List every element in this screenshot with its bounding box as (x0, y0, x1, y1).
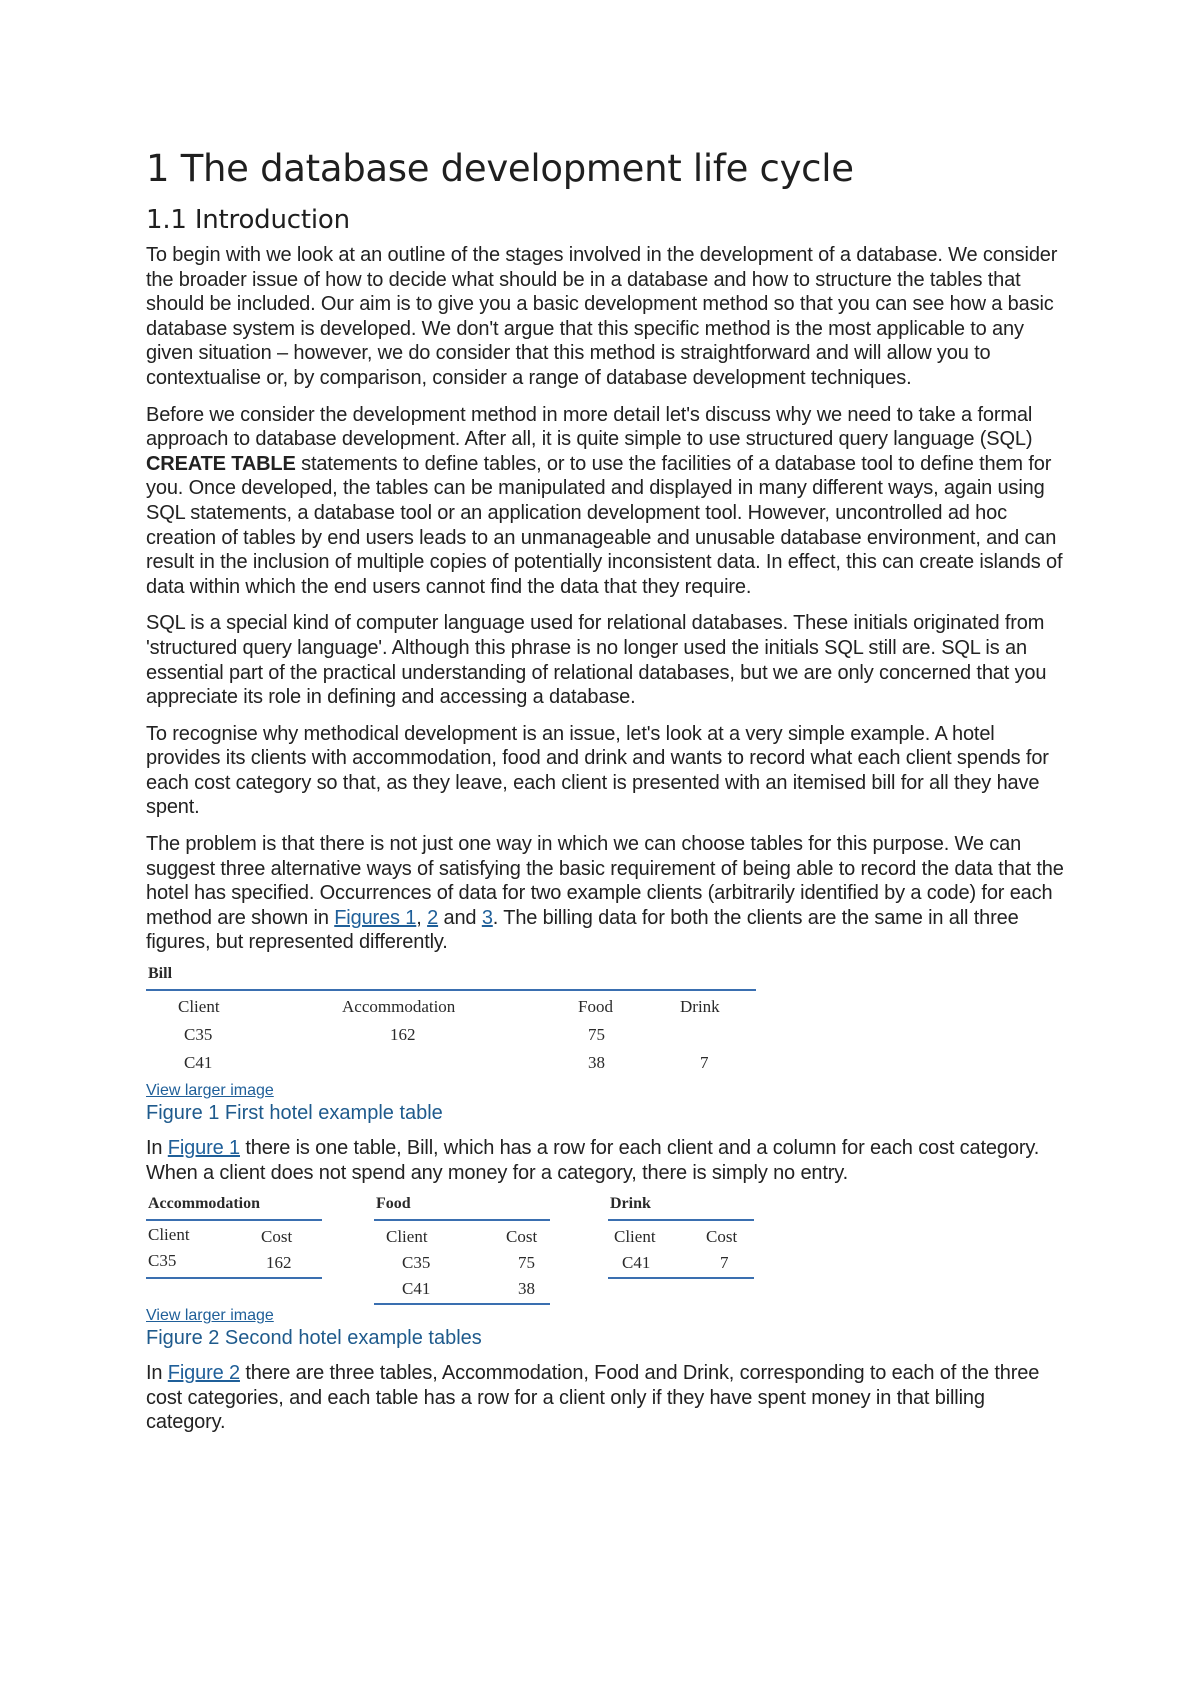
drink-cell: 7 (720, 1253, 729, 1273)
paragraph-hotel-example: To recognise why methodical development is an issue, let's look at a very simple example. A hotel provides its clients with accommodation, food and drink and wants to record what each client spends for each cost category so that, as they leave, each client is presented with an itemised bill for all they have spent. (146, 722, 1049, 819)
bill-cell: C41 (184, 1053, 213, 1073)
figure-2-caption: Figure 2 Second hotel example tables (146, 1327, 482, 1350)
food-table-title: Food (376, 1195, 411, 1213)
figure-1 (146, 965, 1066, 1126)
table-rule (146, 1277, 322, 1279)
drink-header-client: Client (614, 1227, 656, 1247)
drink-header-cost: Cost (706, 1227, 738, 1247)
page-title: 1 The database development life cycle (146, 147, 854, 190)
figure-1-caption: Figure 1 First hotel example table (146, 1102, 443, 1125)
drink-table-title: Drink (610, 1195, 651, 1213)
accommodation-table-title: Accommodation (148, 1195, 260, 1213)
bill-cell: 38 (588, 1053, 605, 1073)
bill-header-accommodation: Accommodation (342, 997, 456, 1017)
figure-2-image (146, 1195, 756, 1305)
paragraph-formal-approach: Before we consider the development method in more detail let's discuss why we need to take a formal approach to database development. After all, it is quite simple to use structured query language (SQL) CREATE TABLE statements to define tables, or to use the facilities of a database tool to define them for you. Once developed, the tables can be manipulated and displayed in many different ways, again using SQL statements, a database tool or an application development tool. However, uncontrolled ad hoc creation of tables by end users leads to an unmanageable and unusable database environment, and can result in the inclusion of multiple copies of potentially inconsistent data. In effect, this can create islands of data within which the end users cannot find the data that they require. (146, 403, 1063, 598)
bill-header-food: Food (578, 997, 613, 1017)
link-figure-3[interactable]: 3 (481, 906, 493, 929)
food-cell: C41 (402, 1279, 431, 1299)
table-rule (608, 1277, 754, 1279)
paragraph-sql: SQL is a special kind of computer language used for relational databases. These initials originated from 'structured query language'. Although this phrase is no longer used the initials SQL still are. SQL is an essential part of the practical understanding of relational databases, but we are only concerned that you appreciate its role in defining and accessing a database. (146, 612, 1047, 709)
bill-header-client: Client (178, 997, 220, 1017)
accommodation-header-cost: Cost (261, 1227, 293, 1247)
paragraph-problem: The problem is that there is not just one way in which we can choose tables for this purpose. We can suggest three alternative ways of satisfying the basic requirement of being able to record the data that the hotel has specified. Occurrences of data for two example clients (arbitrarily identified by a code) for each method are shown in Figures 1, 2 and 3. The billing data for both the clients are the same in all three figures, but represented differently. (146, 833, 1064, 954)
paragraph-intro: To begin with we look at an outline of the stages involved in the development of a database. We consider the broader issue of how to decide what should be in a database and how to structure the tables that should be included. Our aim is to give you a basic development method so that you can see how a basic database system is developed. We don't argue that this specific method is the most applicable to any given situation – however, we do consider that this method is straightforward and will allow you to contextualise or, by comparison, consider a range of database development techniques. (146, 244, 1058, 389)
accommodation-header-client: Client (148, 1225, 190, 1245)
link-figure-2-ref[interactable]: Figure 2 (167, 1362, 240, 1385)
table-rule (146, 1219, 322, 1221)
figure-1-image (146, 965, 756, 1080)
food-header-cost: Cost (506, 1227, 538, 1247)
accommodation-cell: C35 (148, 1251, 177, 1271)
table-rule (146, 989, 756, 991)
table-rule (374, 1219, 550, 1221)
link-figure-2[interactable]: 2 (427, 906, 439, 929)
bill-cell: 7 (700, 1053, 709, 1073)
view-larger-image-link-2[interactable]: View larger image (146, 1307, 274, 1325)
food-cell: 75 (518, 1253, 535, 1273)
food-cell: C35 (402, 1253, 431, 1273)
link-figure-1[interactable]: Figure 1 (167, 1137, 240, 1160)
bill-cell: 75 (588, 1025, 605, 1045)
bill-header-drink: Drink (680, 997, 720, 1017)
create-table-keyword: CREATE TABLE (146, 452, 296, 475)
bill-cell: C35 (184, 1025, 213, 1045)
figure-2 (146, 1195, 1066, 1351)
accommodation-cell: 162 (266, 1253, 292, 1273)
bill-cell: 162 (390, 1025, 416, 1045)
link-figures-1[interactable]: Figures 1 (334, 906, 417, 929)
section-heading: 1.1 Introduction (146, 205, 350, 235)
food-cell: 38 (518, 1279, 535, 1299)
view-larger-image-link-1[interactable]: View larger image (146, 1082, 274, 1100)
paragraph-figure-2-explanation: In Figure 2 there are three tables, Accommodation, Food and Drink, corresponding to each of the three cost categories, and each table has a row for a client only if they have spent money in that billing category. (146, 1362, 1040, 1434)
bill-table-title: Bill (148, 965, 173, 983)
table-rule (374, 1303, 550, 1305)
paragraph-figure-1-explanation: In Figure 1 there is one table, Bill, which has a row for each client and a column for each cost category. When a client does not spend any money for a category, there is simply no entry. (146, 1137, 1040, 1184)
food-header-client: Client (386, 1227, 428, 1247)
article-body (146, 145, 1066, 1447)
table-rule (608, 1219, 754, 1221)
drink-cell: C41 (622, 1253, 651, 1273)
